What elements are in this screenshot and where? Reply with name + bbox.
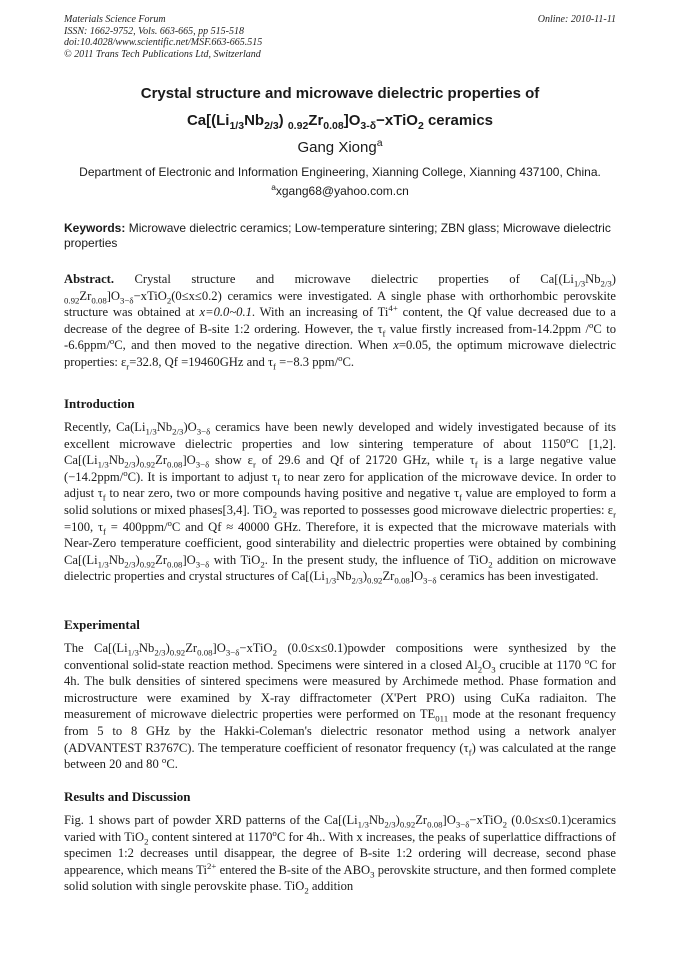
copyright: © 2011 Trans Tech Publications Ltd, Switzerland — [64, 48, 261, 60]
experimental-body: The $Ca[(Li_{1/3}Nb_{2/3})_{0.92}Zr_{0.08}]O_{3-\delta}-xTiO_2$ (0.0≤x≤0.1)powder compositions were synthesized by the conventional solid-state reaction method. Specimens were sintered in a closed $Al_2O_3$ crucible at 1170 $^o$C for 4h. The bulk densities of sintered specimens were measured by Archimede method. Phase formation and microstructure were examined by X-ray diffractometer (X'Pert PRO) using CuKa radiaiton. The measurement of microwave dielectric properties were performed on $TE_{011}$ mode at the resonant frequency from 5 to 8 GHz by the Hakki-Coleman's dielectric resonator method using a network analyer (ADVANTEST R3767C). The temperature coefficient of resonator frequency $(\tau_f)$ was calculated at the range between 20 and 80 $^o$C. — [64, 641, 617, 772]
author-email: $^a$xgang68@yahoo.com.cn — [271, 182, 409, 198]
section-heading-introduction: Introduction — [64, 396, 135, 411]
keywords-label: Keywords: — [64, 221, 126, 235]
introduction-body: Recently, $Ca(Li_{1/3}Nb_{2/3})O_{3-\delta}$ ceramics have been newly developed and widely investigated because of its excellent microwave dielectric properties and low sintering temperature of about 1150$^o$C [1,2]. $Ca[(Li_{1/3}Nb_{2/3})_{0.92}Zr_{0.08}]O_{3-\delta}$ show $\varepsilon_r$ of 29.6 and Qf of 21720 GHz, while $\tau_f$ is a large negative value (−14.2ppm/$^o$C). It is important to adjust $\tau_f$ to near zero for application of the microwave device. In order to adjust $\tau_f$ to near zero, two or more compounds having positive and negative $\tau_f$ value are employed to form a solid solutions or mixed phases[3,4]. TiO$_2$ was reported to possesses good microwave dielectric properties: $\varepsilon_r =100$, $\tau_f = 400ppm/^oC$ and Qf ≈ 40000 GHz. Therefore, it is expected that the microwave materials with Near-Zero temperature coefficient, good sinterability and dielectric properties were obtained by combining $Ca[(Li_{1/3}Nb_{2/3})_{0.92}Zr_{0.08}]O_{3-\delta}$ with TiO$_2$. In the present study, the influence of TiO$_2$ addition on microwave dielectric properties and crystal structures of $Ca[(Li_{1/3}Nb_{2/3})_{0.92}Zr_{0.08}]O_{3-\delta}$ ceramics has been investigated. — [64, 420, 617, 586]
journal-header — [64, 14, 616, 60]
author: Gang Xiong$^a$ — [297, 137, 383, 156]
abstract-label: Abstract. — [64, 272, 115, 286]
journal-name: Materials Science Forum — [64, 14, 166, 25]
title-line-2: $Ca[(Li_{1/3}Nb_{2/3})$ $_{0.92}Zr_{0.08}]O_{3-\delta}-xTiO_2$ ceramics — [186, 112, 494, 132]
section-heading-experimental: Experimental — [64, 617, 140, 632]
paper-title — [64, 80, 616, 134]
online-date: Online: 2010-11-11 — [537, 14, 616, 25]
affiliation: Department of Electronic and Information Engineering, Xianning College, Xianning 437100, China. — [79, 165, 601, 179]
issn: ISSN: 1662-9752, Vols. 663-665, pp 515-518 — [64, 25, 244, 37]
abstract: Abstract. Crystal structure and microwave dielectric properties of $Ca[(Li_{1/3}Nb_{2/3})$ $_{0.92}Zr_{0.08}]O_{3-\delta}-xTiO_2(0\le x\le 0.2)$ ceramics were investigated. A single phase with orthorhombic perovskite structure was obtained at x=0.0~0.1. With an increasing of $Ti^{4+}$ content, the Qf value decreased due to a decrease of the degree of B-site 1:2 ordering. However, the $\tau_f$ value firstly increased from-14.2ppm /$^o$C to -6.6ppm/$^o$C, and then moved to the negative direction. When x=0.05, the optimum microwave dielectric properties: $\varepsilon_r=32.8$, Qf =19460GHz and $\tau_f =-8.3$ ppm/$^o$C. — [64, 272, 617, 372]
section-heading-results: Results and Discussion — [64, 789, 191, 804]
results-body: Fig. 1 shows part of powder XRD patterns of the $Ca[(Li_{1/3}Nb_{2/3})_{0.92}Zr_{0.08}]O_{3-\delta}-xTiO_2$ (0.0≤x≤0.1)ceramics varied with TiO$_2$ content sintered at 1170$^o$C for 4h.. With x increases, the peaks of superlattice diffractions of specimen 1:2 decreases until disappear, the degree of B-site 1:2 ordering will decrease, second phase appearence, which means $Ti^{2+}$ entered the B-site of the $ABO_3$ perovskite structure, and then formed complete solid solution with single perovskite phase. TiO$_2$ addition — [64, 813, 616, 896]
title-line-1: Crystal structure and microwave dielectric properties of — [140, 85, 540, 102]
keywords: Keywords: Microwave dielectric ceramics; Low-temperature sintering; ZBN glass; Microwave dielectric properties — [64, 221, 611, 250]
doi: doi:10.4028/www.scientific.net/MSF.663-665.515 — [64, 37, 263, 48]
